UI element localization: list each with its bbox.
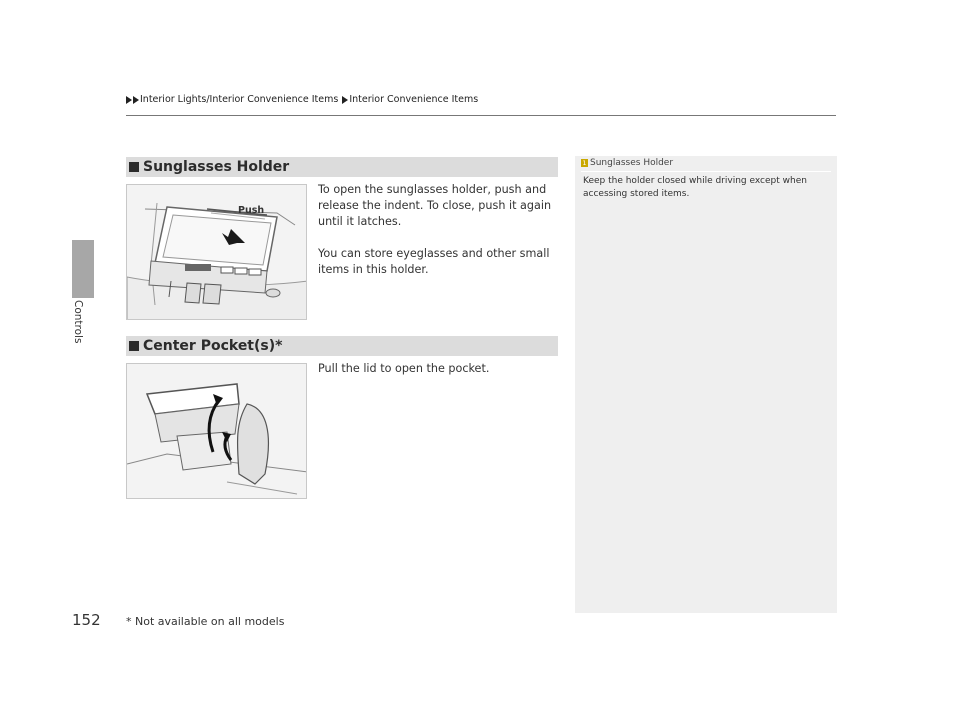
breadcrumb-arrow-icon <box>342 96 348 104</box>
section-square-icon <box>129 341 139 351</box>
body-paragraph: To open the sunglasses holder, push and release the indent. To close, push it again until it latches. <box>318 183 552 228</box>
note-sidebar <box>575 156 837 613</box>
chapter-tab-label: Controls <box>72 300 84 344</box>
section-title: Center Pocket(s)* <box>143 338 283 354</box>
footnote-marker: * <box>275 338 283 354</box>
note-divider <box>581 171 831 172</box>
chapter-tab-marker <box>72 240 94 298</box>
center-pocket-illustration <box>126 363 307 499</box>
breadcrumb-arrow-icon <box>126 96 132 104</box>
footnote: * Not available on all models <box>126 615 285 628</box>
page-number: 152 <box>72 611 101 629</box>
note-title <box>581 158 673 168</box>
header-rule <box>126 115 836 116</box>
body-paragraph: You can store eyeglasses and other small items in this holder. <box>318 247 550 276</box>
note-text: Keep the holder closed while driving except when accessing stored items. <box>583 176 807 199</box>
section-square-icon <box>129 162 139 172</box>
sunglasses-holder-illustration <box>126 184 307 320</box>
push-callout-label: Push <box>238 205 265 216</box>
section-header-sunglasses-holder <box>126 157 558 177</box>
note-reference-icon: 1 <box>582 159 587 167</box>
breadcrumb-arrow-icon <box>133 96 139 104</box>
section-header-center-pocket <box>126 336 558 356</box>
section-title: Sunglasses Holder <box>143 159 290 175</box>
breadcrumb <box>126 94 482 105</box>
breadcrumb-item-convenience-items[interactable]: Interior Convenience Items <box>349 94 479 105</box>
body-paragraph: Pull the lid to open the pocket. <box>318 362 490 375</box>
breadcrumb-item-interior-lights[interactable]: Interior Lights/Interior Convenience Items <box>140 94 339 105</box>
note-title-text[interactable]: Sunglasses Holder <box>590 158 674 168</box>
